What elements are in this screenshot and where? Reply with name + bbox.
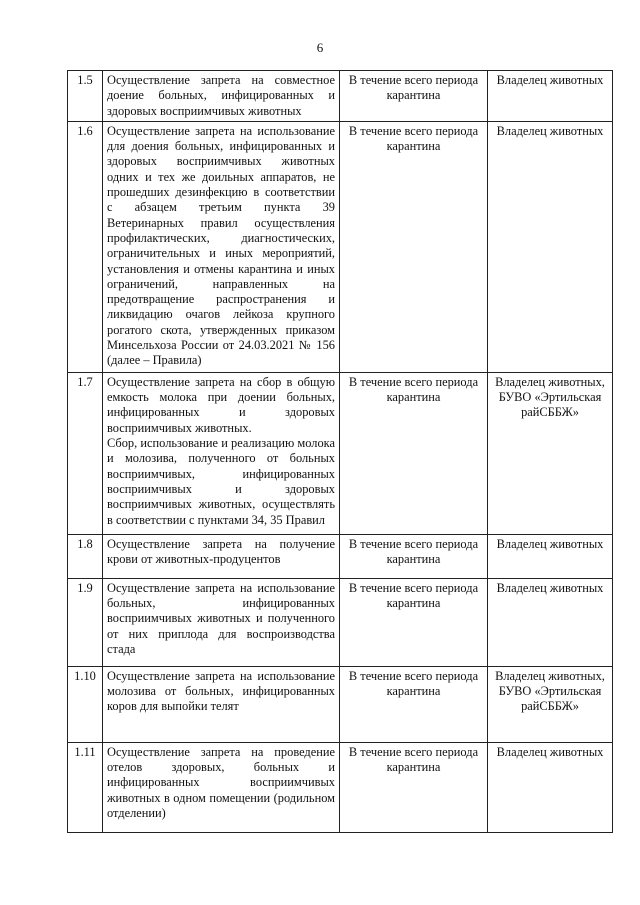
measure-text: Осуществление запрета на получение крови от животных-продуцентов bbox=[103, 534, 340, 578]
measure-text: Осуществление запрета на проведение отелов здоровых, больных и инфицированных восприимчивых животных в одном помещении (родильном отделении) bbox=[103, 742, 340, 832]
measure-responsible: Владелец животных, БУВО «Эртильская райСББЖ» bbox=[488, 372, 613, 534]
row-number: 1.7 bbox=[68, 372, 103, 534]
row-number: 1.9 bbox=[68, 578, 103, 666]
measure-period: В течение всего периода карантина bbox=[340, 534, 488, 578]
row-number: 1.11 bbox=[68, 742, 103, 832]
measure-text: Осуществление запрета на сбор в общую емкость молока при доении больных, инфицированных и здоровых восприимчивых животных. bbox=[107, 374, 335, 435]
page-number: 6 bbox=[316, 40, 324, 55]
measure-text: Осуществление запрета на использование больных, инфицированных восприимчивых животных и полученного от них приплода для воспроизводства стада bbox=[103, 578, 340, 666]
measure-text: Осуществление запрета на использование молозива от больных, инфицированных коров для выпойки телят bbox=[103, 666, 340, 742]
measure-text: Осуществление запрета на использование для доения больных, инфицированных и здоровых восприимчивых животных одних и тех же доильных аппаратов, не прошедших дезинфекцию в соответствии с абзацем третьим пункта 39 Ветеринарных правил осуществления профилактических, диагностических, ограничительных и иных мероприятий, установления и отмены карантина и иных ограничений, направленных на предотвращение распространения и ликвидацию очагов лейкоза крупного рогатого скота, утвержденных приказом Минсельхоза России от 24.03.2021 № 156 (далее – Правила) bbox=[103, 121, 340, 372]
measure-period: В течение всего периода карантина bbox=[340, 372, 488, 534]
measure-text: Осуществление запрета на совместное доение больных, инфицированных и здоровых восприимчивых животных bbox=[103, 71, 340, 122]
measures-table bbox=[67, 70, 613, 833]
table-row bbox=[68, 666, 613, 742]
row-number: 1.5 bbox=[68, 71, 103, 122]
measure-responsible: Владелец животных bbox=[488, 71, 613, 122]
measure-period: В течение всего периода карантина bbox=[340, 578, 488, 666]
measure-responsible: Владелец животных bbox=[488, 121, 613, 372]
table-row bbox=[68, 742, 613, 832]
table-row bbox=[68, 534, 613, 578]
row-number: 1.8 bbox=[68, 534, 103, 578]
row-number: 1.10 bbox=[68, 666, 103, 742]
measure-period: В течение всего периода карантина bbox=[340, 666, 488, 742]
measure-text-cell bbox=[103, 372, 340, 534]
table-row bbox=[68, 372, 613, 534]
measure-responsible: Владелец животных, БУВО «Эртильская райСББЖ» bbox=[488, 666, 613, 742]
table-row bbox=[68, 71, 613, 122]
measure-responsible: Владелец животных bbox=[488, 742, 613, 832]
table-row bbox=[68, 121, 613, 372]
measure-text-continued: Сбор, использование и реализацию молока и молозива, полученного от больных восприимчивых, инфицированных восприимчивых и здоровых восприимчивых животных, осуществлять в соответствии с пунктами 34, 35 Правил bbox=[107, 436, 335, 527]
measure-responsible: Владелец животных bbox=[488, 578, 613, 666]
measure-period: В течение всего периода карантина bbox=[340, 742, 488, 832]
measure-responsible: Владелец животных bbox=[488, 534, 613, 578]
row-number: 1.6 bbox=[68, 121, 103, 372]
measure-period: В течение всего периода карантина bbox=[340, 71, 488, 122]
table-row bbox=[68, 578, 613, 666]
measure-period: В течение всего периода карантина bbox=[340, 121, 488, 372]
